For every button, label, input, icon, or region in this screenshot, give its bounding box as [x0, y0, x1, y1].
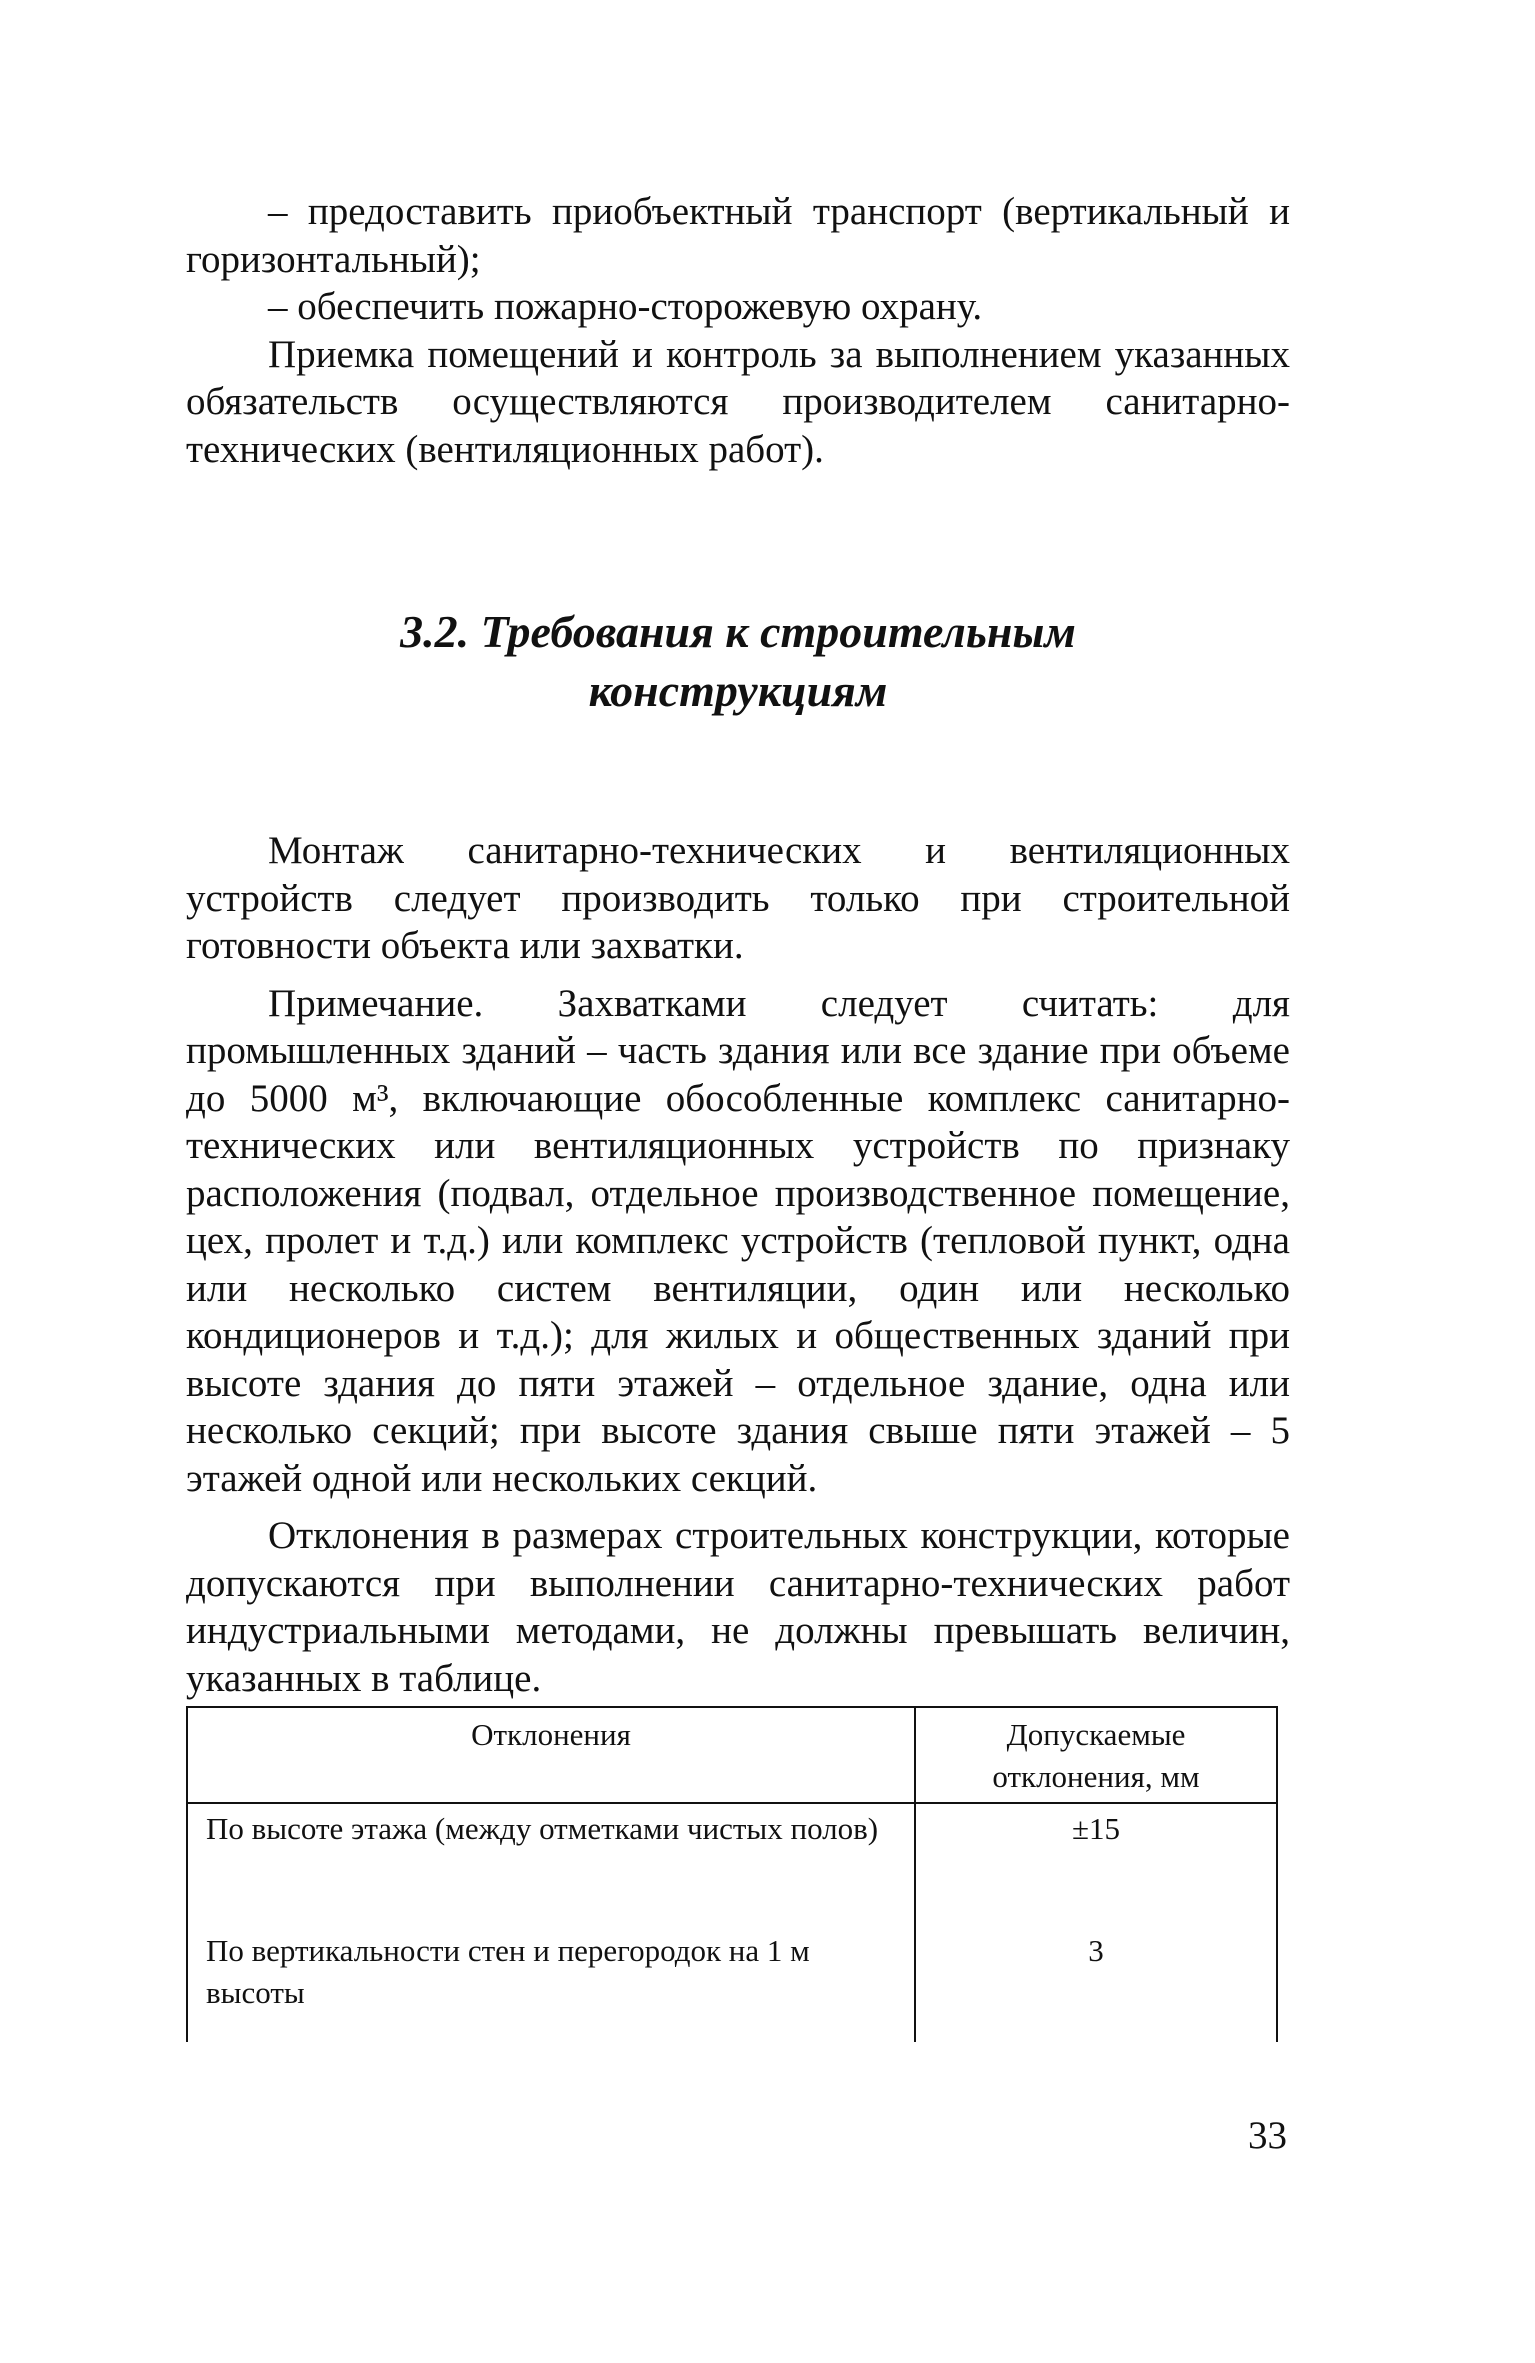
- table-cell-allowed: 3: [915, 1926, 1277, 2042]
- column-header-allowed: Допускаемые отклонения, мм: [915, 1707, 1277, 1803]
- column-header-deviations: Отклонения: [187, 1707, 915, 1803]
- page-number: 33: [1248, 2114, 1287, 2157]
- main-text-block: [186, 827, 1290, 1702]
- section-heading: [186, 602, 1290, 720]
- paragraph-acceptance: Приемка помещений и контроль за выполнением указанных обязательств осуществляются производителем санитарно-технических (вентиляционных работ).: [186, 332, 1290, 471]
- paragraph-installation: Монтаж санитарно-технических и вентиляционных устройств следует производить только при строительной готовности объекта или захватки.: [186, 829, 1290, 967]
- table-cell-deviation: По высоте этажа (между отметками чистых полов): [187, 1803, 915, 1926]
- section-heading-line-2: конструкциям: [588, 665, 888, 716]
- table-cell-allowed: ±15: [915, 1803, 1277, 1926]
- paragraph-note: Примечание. Захватками следует считать: для промышленных зданий – часть здания или все здание при объеме до 5000 м³, включающие обособленные комплекс санитарно-технических или вентиляционных устройств по признаку расположения (подвал, отдельное производственное помещение, цех, пролет и т.д.) или комплекс устройств (тепловой пункт, одна или несколько систем вентиляции, один или несколько кондиционеров и т.д.); для жилых и общественных зданий при высоте здания до пяти этажей – отдельное здание, одна или несколько секций; при высоте здания свыше пяти этажей – 5 этажей одной или нескольких секций.: [186, 981, 1290, 1500]
- paragraph-fire-guard: – обеспечить пожарно-сторожевую охрану.: [268, 285, 983, 328]
- table-cell-deviation: По вертикальности стен и перегородок на 1 м высоты: [187, 1926, 915, 2042]
- section-heading-line-1: 3.2. Требования к строительным: [400, 606, 1076, 657]
- deviations-table: [186, 1706, 1278, 2042]
- table-row: [187, 1803, 1277, 1926]
- paragraph-transport: – предоставить приобъектный транспорт (вертикальный и горизонтальный);: [186, 190, 1290, 281]
- paragraph-deviations: Отклонения в размерах строительных конструкции, которые допускаются при выполнении санитарно-технических работ индустриальными методами, не должны превышать величин, указанных в таблице.: [186, 1514, 1290, 1700]
- table-header-row: [187, 1707, 1277, 1803]
- intro-text-block: [186, 188, 1290, 473]
- table-row: [187, 1926, 1277, 2042]
